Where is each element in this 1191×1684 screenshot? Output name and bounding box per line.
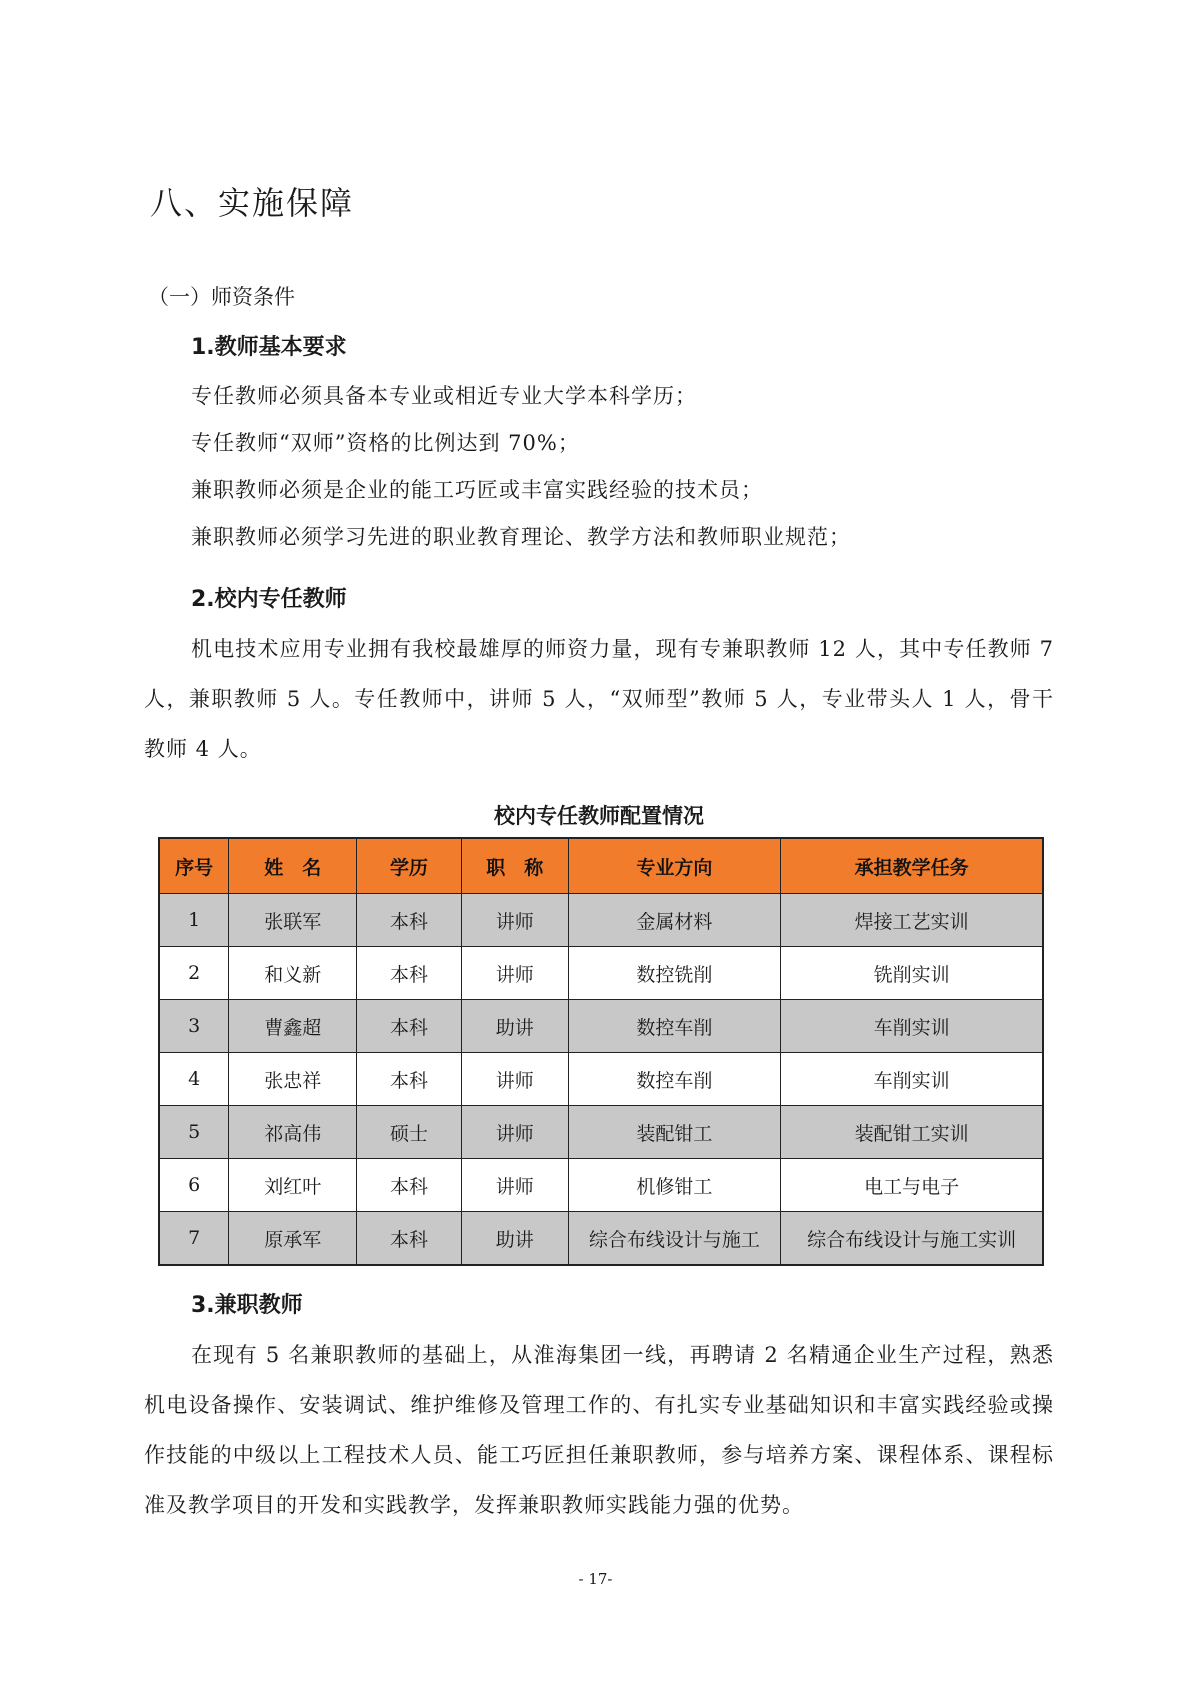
table-cell: 车削实训 [781, 1053, 1043, 1106]
table-cell: 5 [159, 1106, 229, 1159]
header-cell: 序号 [159, 838, 229, 894]
table-cell: 装配钳工实训 [781, 1106, 1043, 1159]
table-cell: 张忠祥 [229, 1053, 357, 1106]
table-cell: 本科 [357, 1159, 462, 1212]
table-cell: 刘红叶 [229, 1159, 357, 1212]
table-cell: 张联军 [229, 894, 357, 947]
table-cell: 机修钳工 [568, 1159, 780, 1212]
header-cell: 职 称 [461, 838, 568, 894]
table-cell: 讲师 [461, 1106, 568, 1159]
table-cell: 助讲 [461, 1000, 568, 1053]
table-cell: 数控车削 [568, 1053, 780, 1106]
table-cell: 2 [159, 947, 229, 1000]
heading-parttime-teachers: 3.兼职教师 [191, 1293, 303, 1318]
table-cell: 焊接工艺实训 [781, 894, 1043, 947]
table-cell: 本科 [357, 894, 462, 947]
parttime-paragraph: 在现有 5 名兼职教师的基础上，从淮海集团一线，再聘请 2 名精通企业生产过程，熟悉机电设备操作、安装调试、维护维修及管理工作的、有扎实专业基础知识和丰富实践经验或操作技能的中级以上工程技术人员、能工巧匠担任兼职教师，参与培养方案、课程体系、课程标准及教学项目的开发和实践教学，发挥兼职教师实践能力强的优势。 [144, 1343, 1054, 1517]
requirement-item: 兼职教师必须学习先进的职业教育理论、教学方法和教师职业规范； [191, 525, 851, 549]
table-cell: 讲师 [461, 1053, 568, 1106]
table-cell: 金属材料 [568, 894, 780, 947]
table-cell: 铣削实训 [781, 947, 1043, 1000]
table-cell: 讲师 [461, 894, 568, 947]
section-title: 八、实施保障 [150, 184, 355, 222]
table-row [159, 894, 1043, 947]
table-cell: 本科 [357, 1053, 462, 1106]
table-row [159, 1000, 1043, 1053]
requirement-item: 专任教师“双师”资格的比例达到 70%； [191, 431, 580, 455]
header-cell: 姓 名 [229, 838, 357, 894]
table-cell: 综合布线设计与施工 [568, 1212, 780, 1266]
table-cell: 祁高伟 [229, 1106, 357, 1159]
table-cell: 和义新 [229, 947, 357, 1000]
table-cell: 综合布线设计与施工实训 [781, 1212, 1043, 1266]
table-cell: 硕士 [357, 1106, 462, 1159]
table-row [159, 1212, 1043, 1266]
fulltime-paragraph: 机电技术应用专业拥有我校最雄厚的师资力量，现有专兼职教师 12 人，其中专任教师 7 人，兼职教师 5 人。专任教师中，讲师 5 人，“双师型”教师 5 人，专业带头人 1 人，骨干教师 4 人。 [144, 637, 1054, 761]
requirement-item: 兼职教师必须是企业的能工巧匠或丰富实践经验的技术员； [191, 478, 763, 502]
table-cell: 6 [159, 1159, 229, 1212]
table-caption: 校内专任教师配置情况 [494, 804, 704, 828]
table-cell: 数控铣削 [568, 947, 780, 1000]
table-cell: 车削实训 [781, 1000, 1043, 1053]
page-number: - 17- [578, 1570, 613, 1588]
table-cell: 4 [159, 1053, 229, 1106]
table-cell: 本科 [357, 947, 462, 1000]
table-cell: 曹鑫超 [229, 1000, 357, 1053]
table-cell: 原承军 [229, 1212, 357, 1266]
table-cell: 1 [159, 894, 229, 947]
table-cell: 本科 [357, 1212, 462, 1266]
table-cell: 电工与电子 [781, 1159, 1043, 1212]
subsection-title: （一）师资条件 [148, 285, 295, 309]
table-cell: 3 [159, 1000, 229, 1053]
header-cell: 承担教学任务 [781, 838, 1043, 894]
heading-basic-requirements: 1.教师基本要求 [191, 335, 347, 360]
header-cell: 学历 [357, 838, 462, 894]
table-cell: 7 [159, 1212, 229, 1266]
table-row [159, 1159, 1043, 1212]
table-row [159, 1053, 1043, 1106]
requirement-item: 专任教师必须具备本专业或相近专业大学本科学历； [191, 384, 697, 408]
table-row [159, 947, 1043, 1000]
staff-table [158, 837, 1044, 1266]
table-cell: 讲师 [461, 947, 568, 1000]
table-header-row [159, 838, 1043, 894]
header-cell: 专业方向 [568, 838, 780, 894]
heading-fulltime-teachers: 2.校内专任教师 [191, 587, 347, 612]
table-row [159, 1106, 1043, 1159]
table-cell: 本科 [357, 1000, 462, 1053]
table-cell: 讲师 [461, 1159, 568, 1212]
table-cell: 助讲 [461, 1212, 568, 1266]
table-cell: 装配钳工 [568, 1106, 780, 1159]
table-cell: 数控车削 [568, 1000, 780, 1053]
